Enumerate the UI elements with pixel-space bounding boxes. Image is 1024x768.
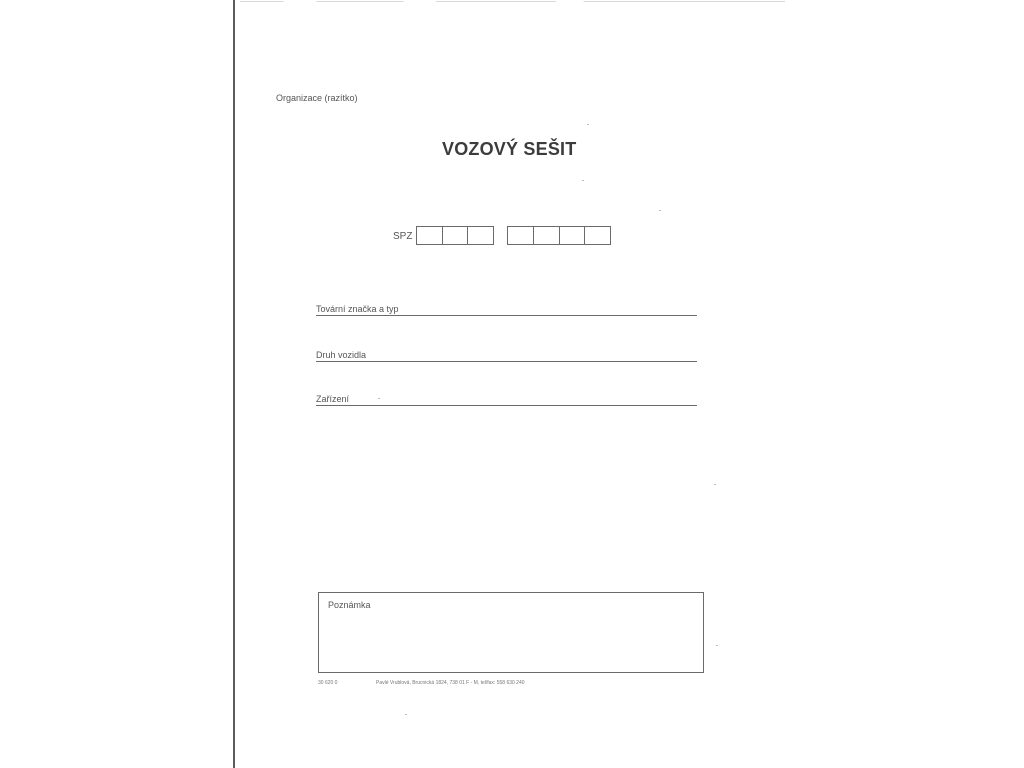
manufacturer-type-label: Tovární značka a typ bbox=[316, 304, 399, 314]
page-top-edge bbox=[240, 1, 785, 2]
spz-character-box[interactable] bbox=[508, 227, 534, 244]
page-title: VOZOVÝ SEŠIT bbox=[442, 139, 577, 159]
publisher-info: Pavlé Vrublová, Brucnická 1824, 738 01 F - M, tel/fax: 558 630 240 bbox=[376, 680, 525, 686]
paper-speck bbox=[714, 484, 716, 485]
equipment-label: Zařízení bbox=[316, 394, 350, 404]
vehicle-kind-field[interactable] bbox=[316, 345, 697, 362]
form-code: 30 620 0 bbox=[318, 680, 338, 686]
paper-speck bbox=[378, 398, 380, 399]
paper-speck bbox=[716, 645, 718, 646]
spz-character-box[interactable] bbox=[534, 227, 560, 244]
note-label: Poznámka bbox=[328, 600, 371, 610]
paper-speck bbox=[587, 124, 589, 125]
equipment-field[interactable] bbox=[316, 389, 697, 406]
organization-stamp-label: Organizace (razítko) bbox=[276, 93, 358, 103]
spz-character-box[interactable] bbox=[585, 227, 610, 244]
paper-speck bbox=[582, 180, 584, 181]
spz-character-box[interactable] bbox=[468, 227, 493, 244]
spz-box-group-1 bbox=[416, 226, 494, 245]
spz-character-box[interactable] bbox=[417, 227, 443, 244]
spz-character-box[interactable] bbox=[560, 227, 586, 244]
vehicle-kind-label: Druh vozidla bbox=[316, 350, 367, 360]
paper-speck bbox=[405, 714, 407, 715]
page-binding-edge bbox=[233, 0, 235, 768]
manufacturer-type-field[interactable] bbox=[316, 299, 697, 316]
spz-character-box[interactable] bbox=[443, 227, 469, 244]
spz-box-group-2 bbox=[507, 226, 611, 245]
paper-speck bbox=[659, 210, 661, 211]
note-box[interactable] bbox=[318, 592, 704, 673]
spz-label: SPZ bbox=[393, 231, 413, 242]
